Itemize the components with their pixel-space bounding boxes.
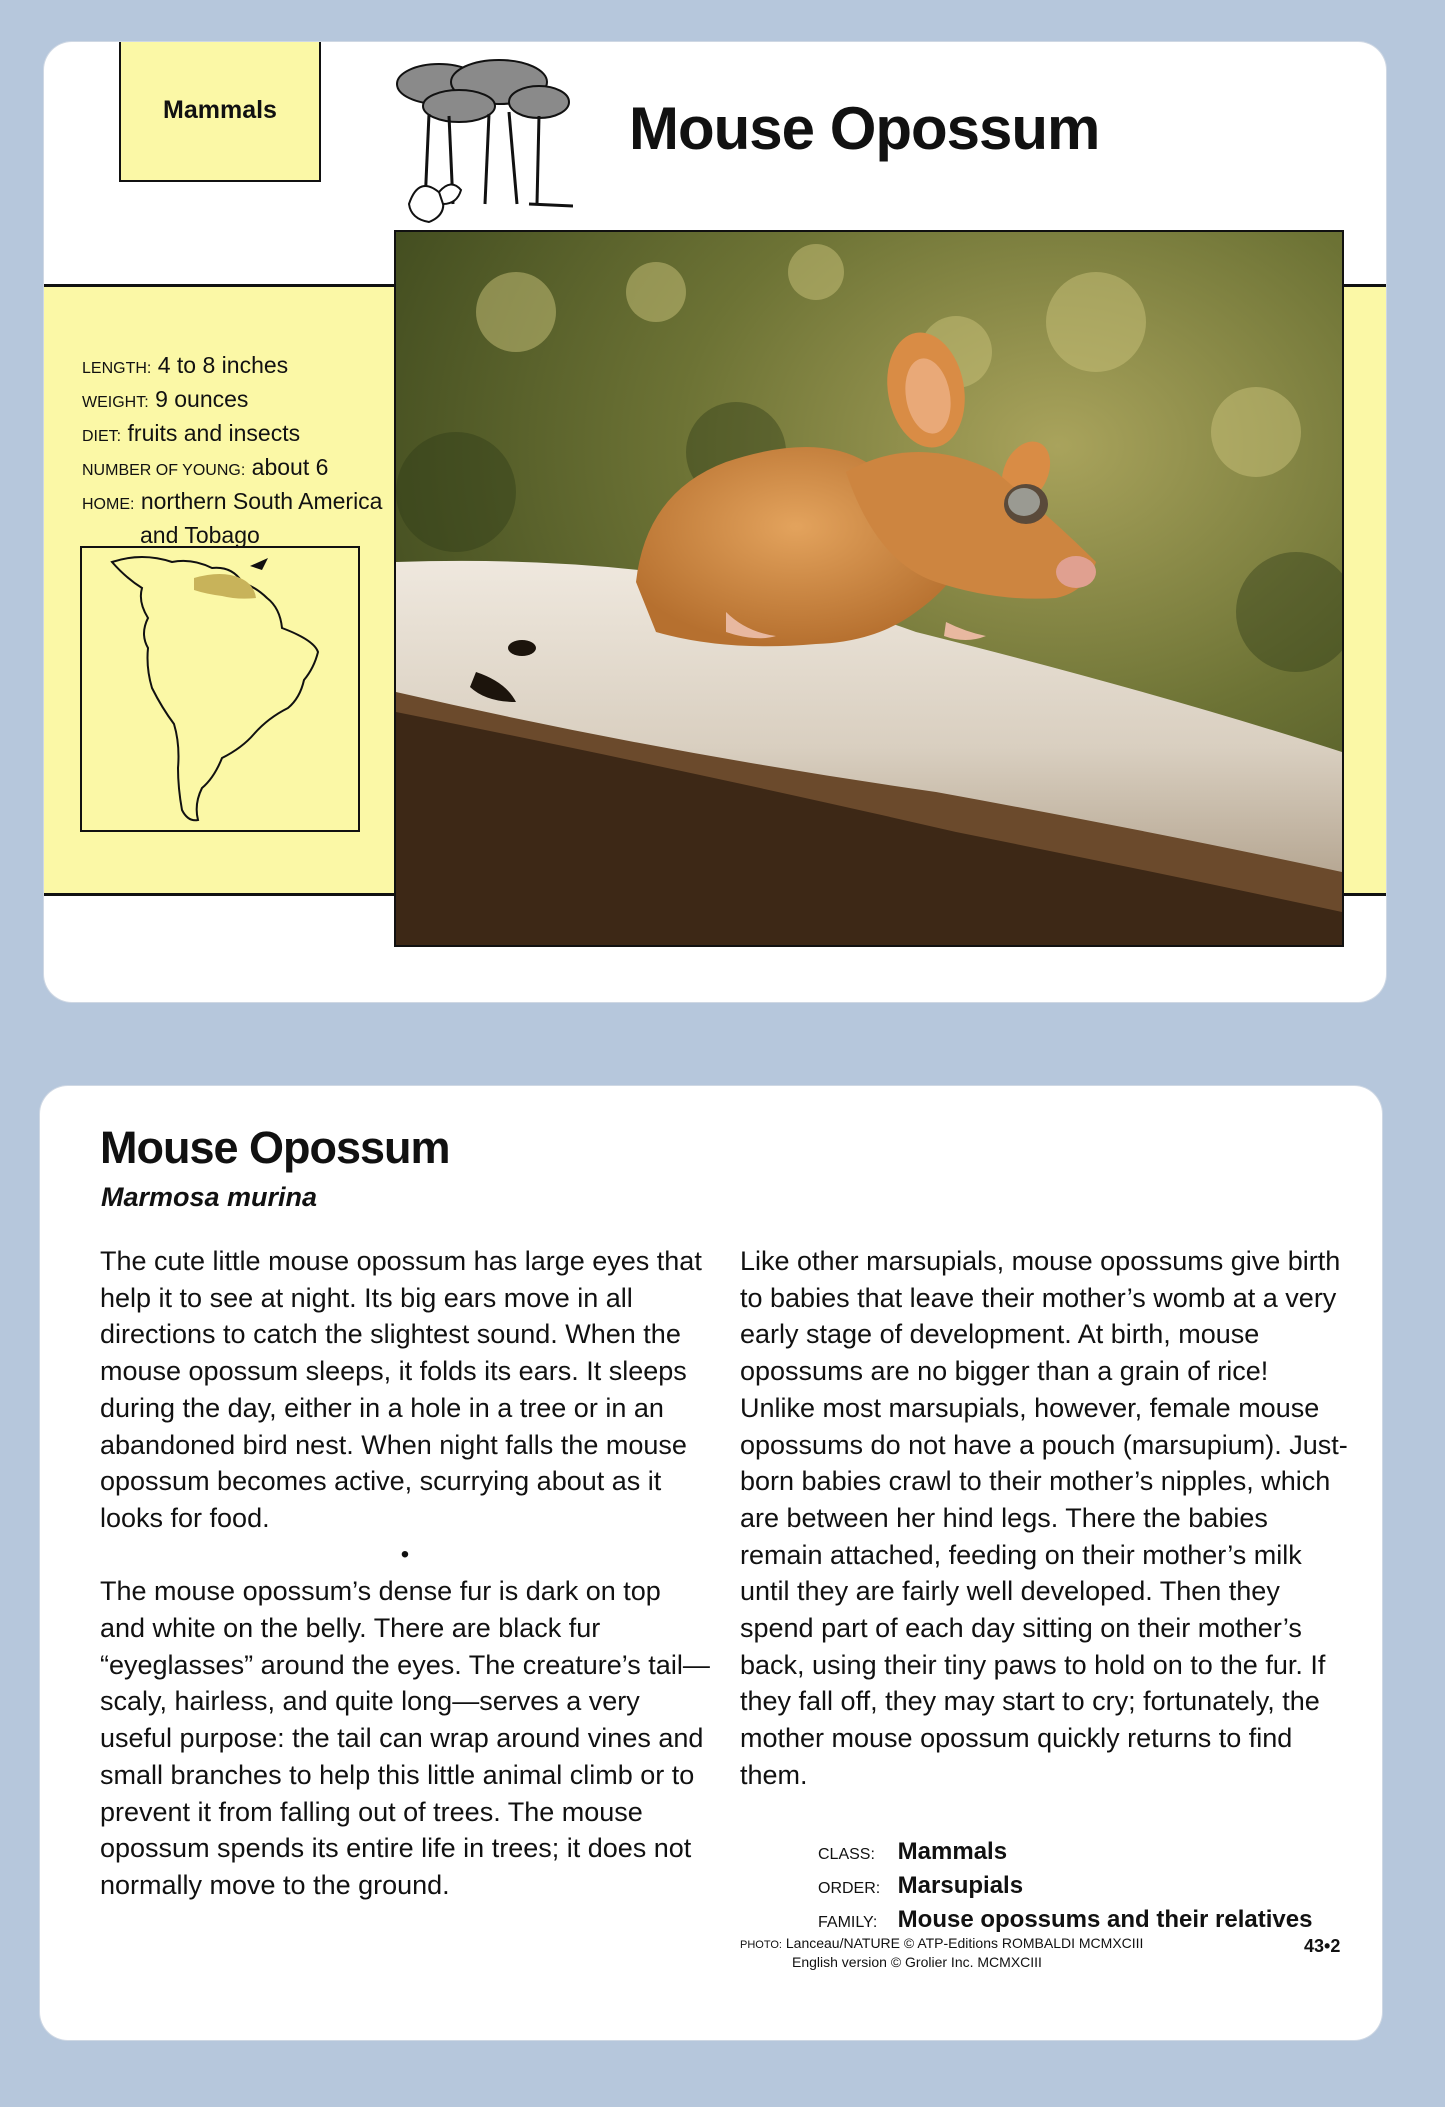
category-label: Mammals [163, 95, 277, 124]
tobago-arrow-icon [250, 558, 268, 570]
fact-diet: DIET: fruits and insects [82, 420, 301, 446]
taxonomy-family: FAMILY: Mouse opossums and their relatives [818, 1906, 1313, 1933]
fact-length: LENGTH: 4 to 8 inches [82, 352, 289, 378]
mouse-opossum-photo [396, 232, 1342, 945]
front-card [44, 42, 1386, 1002]
animal-photo [394, 230, 1344, 947]
section-bullet: • [400, 1540, 410, 1568]
scientific-name: Marmosa murina [101, 1182, 318, 1212]
forest-habitat-icon [389, 54, 573, 224]
back-card [40, 1086, 1382, 2040]
taxonomy-block [818, 1836, 1312, 1938]
paragraph-eyes-ears: The cute little mouse opossum has large eyes that help it to see at night. Its big ears move in all directions to catch the slightest sound. When the mouse opossum sleeps, it folds its ears. It sleeps during the day, either in a hole in a tree or in an abandoned bird nest. When night falls the mouse opossum becomes active, scurrying about as it looks for food. [100, 1246, 702, 1533]
back-title: Mouse Opossum [100, 1122, 450, 1173]
category-box [119, 42, 321, 182]
photo-credit: PHOTO: Lanceau/NATURE © ATP-Editions ROMBALDI MCMXCIII English version © Grolier Inc. MCMXCIII [740, 1935, 1144, 1970]
fact-home: HOME: northern South America and Tobago [82, 488, 383, 548]
text-column-right [740, 1243, 1350, 1794]
taxonomy-order: ORDER: Marsupials [818, 1872, 1024, 1899]
fact-young: NUMBER OF YOUNG: about 6 [82, 454, 329, 480]
card-code: 43•2 [1304, 1936, 1341, 1956]
card-title: Mouse Opossum [629, 95, 1100, 162]
taxonomy-class: CLASS: Mammals [818, 1838, 1008, 1865]
south-america-outline [112, 557, 318, 820]
fact-list [82, 350, 412, 551]
range-map [80, 546, 360, 832]
paragraph-reproduction: Like other marsupials, mouse opossums give birth to babies that leave their mother’s womb at a very early stage of development. At birth, mouse opossums are no bigger than a grain of rice! Unlike most marsupials, however, female mouse opossums do not have a pouch (marsupium). Just-born babies crawl to their mother’s nipples, which are between her hind legs. There the babies remain attached, feeding on their mother’s milk until they are fairly well developed. Then they spend part of each day sitting on their mother’s back, using their tiny paws to hold on to the fur. If they fall off, they may start to cry; fortunately, the mother mouse opossum quickly returns to find them. [740, 1246, 1348, 1790]
paragraph-fur-tail: The mouse opossum’s dense fur is dark on top and white on the belly. There are black fur “eyeglasses” around the eyes. The creature’s tail—scaly, hairless, and quite long—serves a very useful purpose: the tail can wrap around vines and small branches to help this little animal climb or to prevent it from falling out of trees. The mouse opossum spends its entire life in trees; it does not normally move to the ground. [100, 1576, 710, 1900]
text-column-left [100, 1243, 710, 1904]
fact-weight: WEIGHT: 9 ounces [82, 386, 249, 412]
